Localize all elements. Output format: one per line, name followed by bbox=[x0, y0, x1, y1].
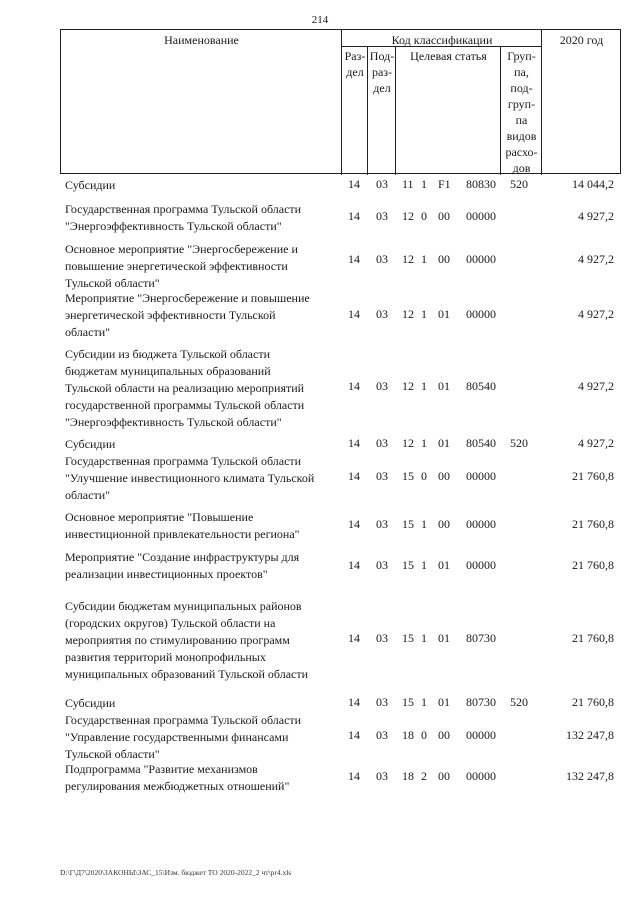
row-name: Субсидии bbox=[65, 178, 116, 192]
code-subprogram: 0 bbox=[421, 469, 427, 483]
code-razdel: 14 bbox=[348, 252, 360, 266]
code-subprogram: 1 bbox=[421, 695, 427, 709]
code-program: 12 bbox=[402, 379, 414, 393]
code-program: 18 bbox=[402, 769, 414, 783]
header-year: 2020 год bbox=[559, 33, 604, 47]
code-program: 15 bbox=[402, 469, 414, 483]
header-podrazdel: Под- раз- дел bbox=[369, 49, 395, 95]
row-name: Подпрограмма "Развитие механизмов регулирования межбюджетных отношений" bbox=[65, 762, 290, 793]
code-event: 00 bbox=[438, 209, 450, 223]
code-podrazdel: 03 bbox=[376, 252, 388, 266]
code-podrazdel: 03 bbox=[376, 307, 388, 321]
row-name: Основное мероприятие "Энергосбережение и повышение энергетической эффективности Тульской области" bbox=[65, 242, 298, 290]
code-group: 520 bbox=[510, 436, 528, 450]
row-amount: 14 044,2 bbox=[572, 177, 614, 191]
code-razdel: 14 bbox=[348, 307, 360, 321]
code-podrazdel: 03 bbox=[376, 517, 388, 531]
row-amount: 4 927,2 bbox=[578, 379, 614, 393]
row-name: Основное мероприятие "Повышение инвестиционной привлекательности региона" bbox=[65, 510, 300, 541]
code-subprogram: 1 bbox=[421, 631, 427, 645]
code-razdel: 14 bbox=[348, 177, 360, 191]
code-podrazdel: 03 bbox=[376, 631, 388, 645]
code-razdel: 14 bbox=[348, 728, 360, 742]
page-number: 214 bbox=[311, 14, 329, 26]
code-program: 12 bbox=[402, 209, 414, 223]
code-razdel: 14 bbox=[348, 379, 360, 393]
code-subprogram: 1 bbox=[421, 177, 427, 191]
row-amount: 21 760,8 bbox=[572, 695, 614, 709]
code-subprogram: 1 bbox=[421, 558, 427, 572]
row-amount: 21 760,8 bbox=[572, 517, 614, 531]
row-name: Мероприятие "Энергосбережение и повышение энергетической эффективности Тульской области" bbox=[65, 291, 310, 339]
header-code: Код классификации bbox=[391, 33, 493, 47]
code-program: 18 bbox=[402, 728, 414, 742]
code-razdel: 14 bbox=[348, 769, 360, 783]
code-subprogram: 1 bbox=[421, 436, 427, 450]
code-direction: 00000 bbox=[466, 728, 496, 742]
row-amount: 21 760,8 bbox=[572, 469, 614, 483]
code-program: 12 bbox=[402, 436, 414, 450]
code-subprogram: 0 bbox=[421, 728, 427, 742]
row-name: Государственная программа Тульской области "Улучшение инвестиционного климата Тульской области" bbox=[65, 454, 315, 502]
row-amount: 4 927,2 bbox=[578, 307, 614, 321]
row-amount: 132 247,8 bbox=[566, 769, 614, 783]
code-razdel: 14 bbox=[348, 558, 360, 572]
code-podrazdel: 03 bbox=[376, 469, 388, 483]
code-direction: 80830 bbox=[466, 177, 496, 191]
header-gruppa: Груп- па, под- груп- па видов расхо- дов bbox=[505, 49, 538, 175]
header-name: Наименование bbox=[164, 33, 239, 47]
code-program: 12 bbox=[402, 307, 414, 321]
code-program: 12 bbox=[402, 252, 414, 266]
code-program: 15 bbox=[402, 558, 414, 572]
code-direction: 00000 bbox=[466, 517, 496, 531]
header-razdel: Раз- дел bbox=[344, 49, 366, 79]
row-amount: 4 927,2 bbox=[578, 436, 614, 450]
code-direction: 00000 bbox=[466, 469, 496, 483]
code-event: 00 bbox=[438, 469, 450, 483]
code-program: 15 bbox=[402, 517, 414, 531]
code-razdel: 14 bbox=[348, 517, 360, 531]
code-direction: 80730 bbox=[466, 631, 496, 645]
code-event: 00 bbox=[438, 517, 450, 531]
code-program: 15 bbox=[402, 695, 414, 709]
header-celevaya: Целевая статья bbox=[410, 49, 487, 63]
row-name: Субсидии бюджетам муниципальных районов (городских округов) Тульской области на мероприятия по стимулированию программ развития территорий монопрофильных муниципальных образований Тульской области bbox=[65, 599, 309, 681]
table-header bbox=[60, 29, 621, 174]
code-direction: 80730 bbox=[466, 695, 496, 709]
code-podrazdel: 03 bbox=[376, 695, 388, 709]
row-name: Субсидии из бюджета Тульской области бюджетам муниципальных образований Тульской области на реализацию мероприятий государственной программы Тульской области "Энергоэффективность Тульской области" bbox=[65, 347, 305, 429]
row-name: Государственная программа Тульской области "Управление государственными финансами Тульской области" bbox=[65, 713, 302, 761]
code-podrazdel: 03 bbox=[376, 436, 388, 450]
code-razdel: 14 bbox=[348, 436, 360, 450]
code-direction: 00000 bbox=[466, 209, 496, 223]
code-razdel: 14 bbox=[348, 631, 360, 645]
code-event: 01 bbox=[438, 436, 450, 450]
row-amount: 21 760,8 bbox=[572, 631, 614, 645]
code-razdel: 14 bbox=[348, 469, 360, 483]
code-event: F1 bbox=[438, 177, 451, 191]
code-program: 11 bbox=[402, 177, 414, 191]
code-subprogram: 2 bbox=[421, 769, 427, 783]
code-direction: 00000 bbox=[466, 769, 496, 783]
code-podrazdel: 03 bbox=[376, 379, 388, 393]
code-subprogram: 0 bbox=[421, 209, 427, 223]
code-direction: 00000 bbox=[466, 307, 496, 321]
code-subprogram: 1 bbox=[421, 517, 427, 531]
code-direction: 80540 bbox=[466, 436, 496, 450]
code-razdel: 14 bbox=[348, 209, 360, 223]
code-event: 01 bbox=[438, 695, 450, 709]
code-group: 520 bbox=[510, 695, 528, 709]
row-amount: 4 927,2 bbox=[578, 209, 614, 223]
code-event: 00 bbox=[438, 769, 450, 783]
code-podrazdel: 03 bbox=[376, 177, 388, 191]
code-group: 520 bbox=[510, 177, 528, 191]
row-name: Государственная программа Тульской области "Энергоэффективность Тульской области" bbox=[65, 202, 302, 233]
file-path-footer: D:\Г\Д7\2020\ЗАКОНЫ\ЗАС_15\Изм. бюджет ТО 2020-2022_2 чт\pr4.xls bbox=[60, 868, 292, 877]
row-name: Мероприятие "Создание инфраструктуры для реализации инвестиционных проектов" bbox=[65, 550, 300, 581]
code-direction: 00000 bbox=[466, 558, 496, 572]
code-subprogram: 1 bbox=[421, 379, 427, 393]
code-event: 01 bbox=[438, 379, 450, 393]
code-event: 00 bbox=[438, 728, 450, 742]
code-podrazdel: 03 bbox=[376, 769, 388, 783]
code-program: 15 bbox=[402, 631, 414, 645]
row-amount: 132 247,8 bbox=[566, 728, 614, 742]
code-podrazdel: 03 bbox=[376, 558, 388, 572]
code-event: 01 bbox=[438, 558, 450, 572]
code-direction: 80540 bbox=[466, 379, 496, 393]
code-event: 00 bbox=[438, 252, 450, 266]
code-razdel: 14 bbox=[348, 695, 360, 709]
code-podrazdel: 03 bbox=[376, 728, 388, 742]
code-event: 01 bbox=[438, 631, 450, 645]
row-amount: 4 927,2 bbox=[578, 252, 614, 266]
code-direction: 00000 bbox=[466, 252, 496, 266]
code-event: 01 bbox=[438, 307, 450, 321]
code-subprogram: 1 bbox=[421, 307, 427, 321]
row-name: Субсидии bbox=[65, 437, 116, 451]
row-amount: 21 760,8 bbox=[572, 558, 614, 572]
row-name: Субсидии bbox=[65, 696, 116, 710]
code-podrazdel: 03 bbox=[376, 209, 388, 223]
code-subprogram: 1 bbox=[421, 252, 427, 266]
